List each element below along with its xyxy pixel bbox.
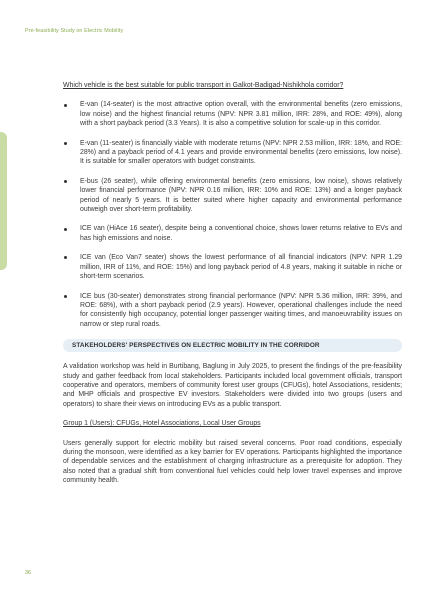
running-header: Pre-feasibility Study on Electric Mobility [25, 28, 124, 34]
section-heading-bar [63, 339, 402, 352]
list-item-text: ICE van (HiAce 16 seater), despite being a conventional choice, shows lower returns relative to EVs and has high emissions and noise. [80, 225, 402, 242]
vehicle-findings-list [63, 100, 402, 329]
bullet-icon [64, 104, 67, 107]
list-item-text: ICE van (Eco Van7 seater) shows the lowest performance of all financial indicators (NPV: NPR 1.29 million, IRR of 11%, and ROE: 15%) and long payback period of 4.8 years, making it suitable in niche or short-term scenarios. [80, 254, 402, 281]
bullet-icon [64, 256, 67, 259]
section-title: STAKEHOLDERS' PERSPECTIVES ON ELECTRIC MOBILITY IN THE CORRIDOR [72, 342, 320, 350]
page-number: 36 [25, 570, 31, 576]
workshop-paragraph: A validation workshop was held in Burtibang, Baglung in July 2025, to present the findings of the pre-feasibility study and gather feedback from local stakeholders. Participants included local government officials, transport cooperative and operators, members of community forest user groups (CFUGs), hotel Associations, residents; and MHP officials and prospective EV investors. Stakeholders were divided into two groups (users and operators) to share their views on introducing EVs as a public transport. [63, 363, 402, 408]
list-item-text: E-van (11-seater) is financially viable with moderate returns (NPV: NPR 2.53 million, IRR: 18%, and ROE: 28%) and a payback period of 4.1 years and provide environmental benefits (zero emissions, low noise). It is suitable for smaller operators with budget constraints. [80, 139, 402, 166]
users-paragraph: Users generally support for electric mobility but raised several concerns. Poor road conditions, especially during the monsoon, were identified as a key barrier for EV operations. Participants highlighted the importance of dependable services and the establishment of charging infrastructure as a prerequisite for adoption. They also noted that a gradual shift from conventional fuel vehicles could help lower travel expenses and improve community health. [63, 439, 402, 485]
group-heading: Group 1 (Users): CFUGs, Hotel Associations, Local User Groups [63, 420, 261, 428]
bullet-icon [64, 180, 67, 183]
bullet-icon [64, 295, 67, 298]
list-item [63, 177, 402, 215]
list-item-text: ICE bus (30-seater) demonstrates strong financial performance (NPV: NPR 5.36 million, IRR: 39%, and ROE: 68%), with a short payback period (2.9 years). However, operational challenges include the need for consistently high occupancy, potential longer passenger waiting times, and manoeuvrability issues on narrow or step rural roads. [80, 292, 402, 328]
bullet-icon [64, 142, 67, 145]
main-content [63, 81, 402, 486]
list-item [63, 100, 402, 128]
question-heading: Which vehicle is the best suitable for public transport in Galkot-Badigad-Nishikhola corridor? [63, 82, 344, 89]
list-item [63, 292, 402, 330]
list-item-text: E-bus (26 seater), while offering environmental benefits (zero emissions, low noise), shows relatively lower financial performance (NPV: NPR 0.16 million, IRR: 10% and ROE: 13%) and a longer payback period of nearly 5 years. It is better suited where higher capacity and environmental performance outweigh over short-term profitability. [80, 177, 402, 214]
list-item [63, 139, 402, 167]
list-item [63, 224, 402, 243]
list-item [63, 253, 402, 281]
bullet-icon [64, 228, 67, 231]
side-tab-marker [0, 132, 7, 270]
list-item-text: E-van (14-seater) is the most attractive option overall, with the environmental benefits (zero emissions, low noise) and the highest financial returns (NPV: NPR 3.81 million, IRR: 28%, and ROE: 49%), along with a short payback period (3.3 Years). It is also a competitive solution for scale-up in this corridor. [80, 101, 402, 128]
